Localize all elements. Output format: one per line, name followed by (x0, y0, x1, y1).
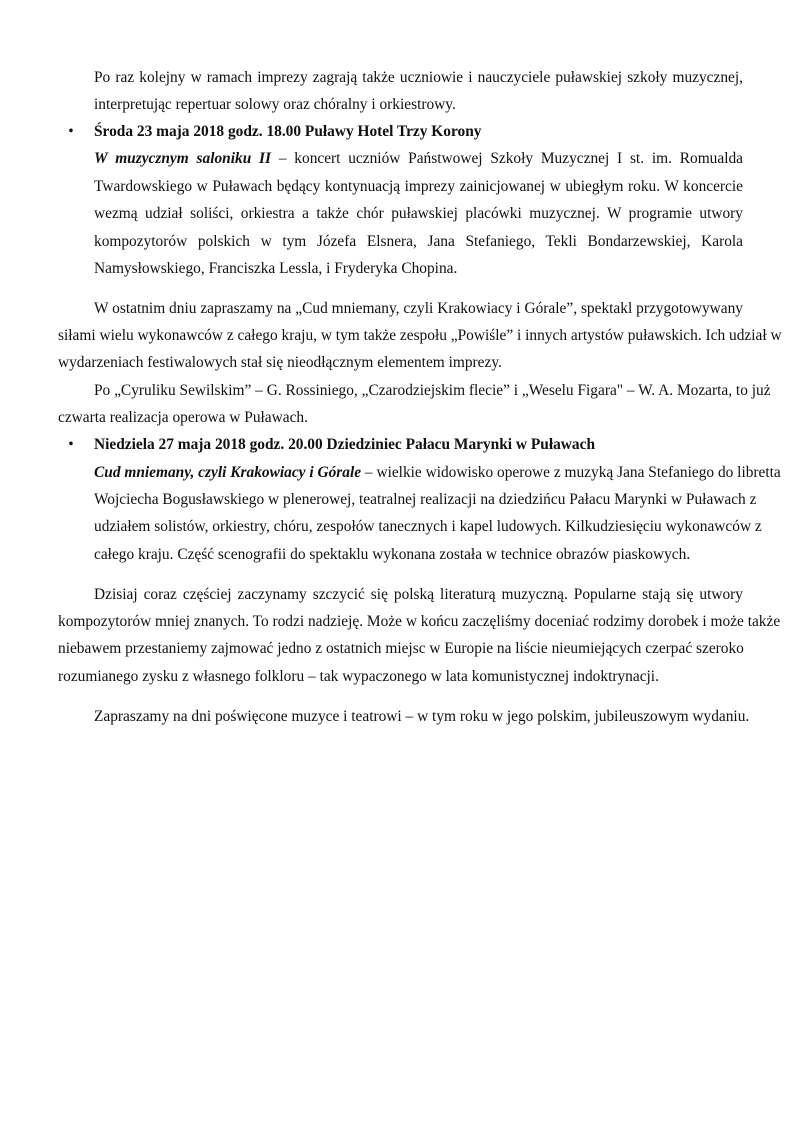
event2-line-2: Wojciecha Bogusławskiego w plenerowej, teatralnej realizacji na dziedzińcu Pałacu Marynki w Puławach z (94, 491, 757, 508)
para4-line-4: rozumianego zysku z własnego folkloru – tak wypaczonego w lata komunistycznej indoktrynacji. (58, 668, 659, 685)
event2-header: Niedziela 27 maja 2018 godz. 20.00 Dziedziniec Pałacu Marynki w Puławach (94, 436, 595, 453)
event2-line-4: całego kraju. Część scenografii do spektaklu wykonana została w technice obrazów piaskowych. (94, 546, 691, 563)
bullet-2: • (68, 436, 74, 453)
event1-desc-1: – koncert uczniów Państwowej Szkoły Muzycznej I st. im. Romualda (271, 150, 743, 167)
event1-header: Środa 23 maja 2018 godz. 18.00 Puławy Hotel Trzy Korony (94, 123, 482, 140)
para3-line-1: Po „Cyruliku Sewilskim” – G. Rossiniego, „Czarodziejskim flecie” i „Weselu Figara" – W. A. Mozarta, to już (94, 382, 771, 399)
para2-line-3: wydarzeniach festiwalowych stał się nieodłącznym elementem imprezy. (58, 354, 502, 371)
event1-line-1 (94, 148, 743, 170)
para4-line-3: niebawem przestaniemy zajmować jedno z ostatnich miejsc w Europie na liście nieumiejących czerpać szeroko (58, 640, 744, 657)
bullet-1: • (68, 123, 74, 140)
para4-line-2: kompozytorów mniej znanych. To rodzi nadzieję. Może w końcu zaczęliśmy doceniać rodzimy dorobek i może także (58, 613, 781, 630)
event2-desc-1: – wielkie widowisko operowe z muzyką Jana Stefaniego do libretta (361, 464, 781, 481)
intro-line-1: Po raz kolejny w ramach imprezy zagrają także uczniowie i nauczyciele puławskiej szkoły muzycznej, (94, 69, 743, 86)
event1-line-2: Twardowskiego w Puławach będący kontynuacją imprezy zainicjowanej w ubiegłym roku. W koncercie (94, 178, 743, 195)
closing-line: Zapraszamy na dni poświęcone muzyce i teatrowi – w tym roku w jego polskim, jubileuszowym wydaniu. (94, 708, 750, 725)
event1-line-5: Namysłowskiego, Franciszka Lessla, i Fryderyka Chopina. (94, 260, 458, 277)
para2-line-1: W ostatnim dniu zapraszamy na „Cud mniemany, czyli Krakowiacy i Górale”, spektakl przygotowywany (94, 300, 743, 317)
para3-line-2: czwarta realizacja operowa w Puławach. (58, 409, 308, 426)
para4-line-1: Dzisiaj coraz częściej zaczynamy szczycić się polską literaturą muzyczną. Popularne stają się utwory (94, 586, 743, 603)
event1-line-4: kompozytorów polskich w tym Józefa Elsnera, Jana Stefaniego, Tekli Bondarzewskiej, Karola (94, 233, 743, 250)
event2-line-1 (94, 462, 781, 484)
event1-title: W muzycznym saloniku II (94, 150, 272, 167)
event2-title: Cud mniemany, czyli Krakowiacy i Górale (94, 464, 362, 481)
event1-line-3: wezmą udział soliści, orkiestra a także chór puławskiej placówki muzycznej. W programie utwory (94, 205, 743, 222)
para2-line-2: siłami wielu wykonawców z całego kraju, w tym także zespołu „Powiśle” i innych artystów puławskich. Ich udział w (58, 327, 782, 344)
intro-line-2: interpretując repertuar solowy oraz chóralny i orkiestrowy. (94, 96, 456, 113)
event2-line-3: udziałem solistów, orkiestry, chóru, zespołów tanecznych i kapel ludowych. Kilkudziesięciu wykonawców z (94, 518, 762, 535)
